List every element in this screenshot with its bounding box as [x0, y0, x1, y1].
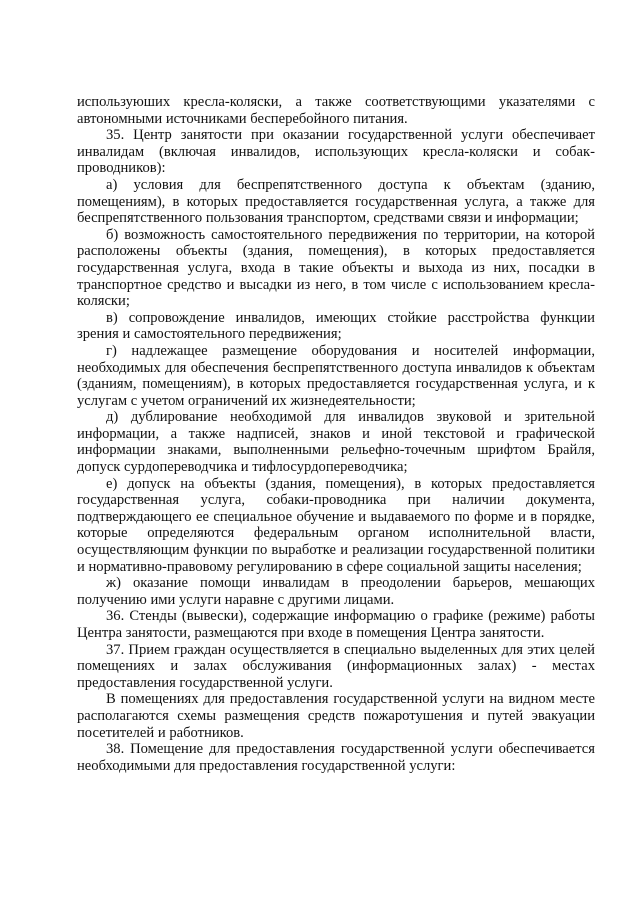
paragraph-37: 37. Прием граждан осуществляется в специально выделенных для этих целей помещениях и залах обслуживания (информационных залах) - местах предоставления государственной услуги.: [77, 641, 595, 691]
paragraph-37-2: В помещениях для предоставления государственной услуги на видном месте располагаются схемы размещения средств пожаротушения и путей эвакуации посетителей и работников.: [77, 691, 595, 741]
paragraph-35-e: е) допуск на объекты (здания, помещения), в которых предоставляется государственная услуга, собаки-проводника при наличии документа, подтверждающего ее специальное обучение и выдаваемого по форме и в порядке, которые определяются федеральным органом исполнительной власти, осуществляющим функции по выработке и реализации государственной политики и нормативно-правовому регулированию в сфере социальной защиты населения;: [77, 475, 595, 575]
paragraph-35-d: д) дублирование необходимой для инвалидов звуковой и зрительной информации, а также надписей, знаков и иной текстовой и графической информации знаками, выполненными рельефно-точечным шрифтом Брайля, допуск сурдопереводчика и тифлосурдопереводчика;: [77, 409, 595, 476]
paragraph-35: 35. Центр занятости при оказании государственной услуги обеспечивает инвалидам (включая инвалидов, использующих кресла-коляски и собак-проводников):: [77, 127, 595, 177]
paragraph-35-a: а) условия для беспрепятственного доступа к объектам (зданию, помещениям), в которых предоставляется государственная услуга, а также для беспрепятственного пользования транспортом, средствами связи и информации;: [77, 176, 595, 227]
paragraph-35-v: в) сопровождение инвалидов, имеющих стойкие расстройства функции зрения и самостоятельного передвижения;: [77, 309, 595, 343]
paragraph-35-zh: ж) оказание помощи инвалидам в преодолении барьеров, мешающих получению ими услуги наравне с другими лицами.: [77, 575, 595, 608]
paragraph-36: 36. Стенды (вывески), содержащие информацию о графике (режиме) работы Центра занятости, размещаются при входе в помещения Центра занятости.: [77, 608, 595, 641]
document-page: [77, 94, 595, 774]
paragraph-35-b: б) возможность самостоятельного передвижения по территории, на которой расположены объекты (здания, помещения), в которых предоставляется государственная услуга, входа в такие объекты и выхода из них, посадки в транспортное средство и высадки из него, в том числе с использованием кресла-коляски;: [77, 226, 595, 310]
paragraph-38: 38. Помещение для предоставления государственной услуги обеспечивается необходимыми для предоставления государственной услуги:: [77, 741, 595, 774]
paragraph-continuation: используюших кресла-коляски, а также соответствующими указателями с автономными источниками бесперебойного питания.: [77, 94, 595, 127]
paragraph-35-g: г) надлежащее размещение оборудования и носителей информации, необходимых для обеспечения беспрепятственного доступа инвалидов к объектам (зданиям, помещениям), в которых предоставляется государственная услуга, и к услугам с учетом ограничений их жизнедеятельности;: [77, 342, 595, 409]
